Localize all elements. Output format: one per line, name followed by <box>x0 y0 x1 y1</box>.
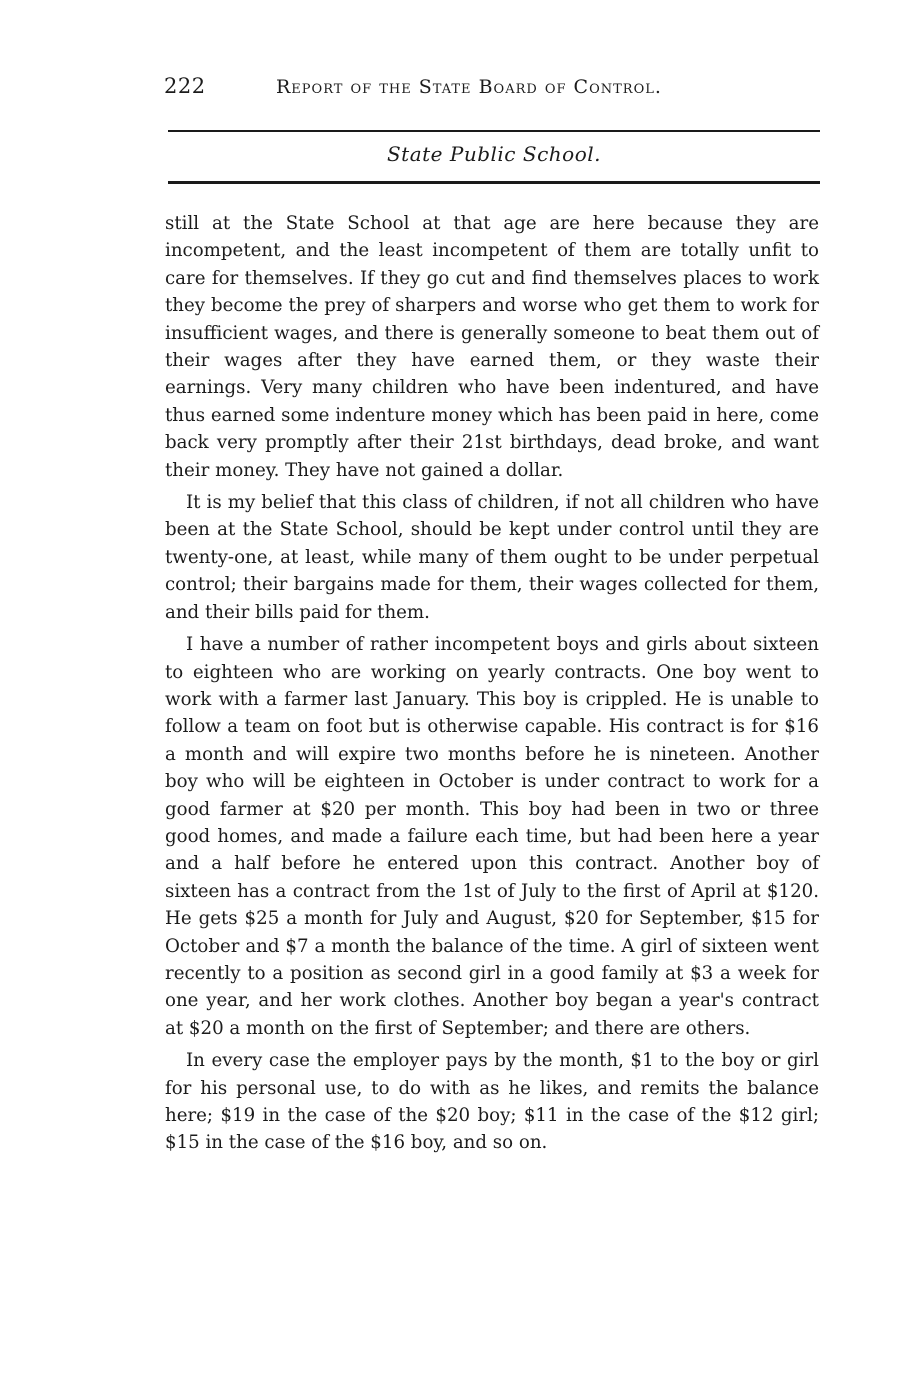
paragraph-employer-payments: In every case the employer pays by the month, $1 to the boy or girl for his personal use, to do with as he likes, and remits the balance here; $19 in the case of the $20 boy; $11 in the case of the $12 girl; $15 in the case of the $16 boy, and so on. <box>165 1050 819 1154</box>
paragraph-belief: It is my belief that this class of children, if not all children who have been at the State School, should be kept under control until they are twenty-one, at least, while many of them ought to be under perpetual control; their bargains made for them, their wages collected for them, and their bills paid for them. <box>165 492 819 623</box>
header-rule-bottom <box>168 181 820 184</box>
body-text <box>165 210 819 1162</box>
section-title: State Public School. <box>386 142 601 166</box>
paragraph-continued: still at the State School at that age are here because they are incompetent, and the least incompetent of them are totally unfit to care for themselves. If they go cut and find themselves places to work they become the prey of sharpers and worse who get them to work for insufficient wages, and there is generally someone to beat them out of their wages after they have earned them, or they waste their earnings. Very many children who have been indentured, and have thus earned some indenture money which has been paid in here, come back very promptly after their 21st birthdays, dead broke, and want their money. They have not gained a dollar. <box>165 213 819 481</box>
paragraph-contracts: I have a number of rather incompetent boys and girls about sixteen to eighteen who are working on yearly contracts. One boy went to work with a farmer last January. This boy is crippled. He is unable to follow a team on foot but is otherwise capable. His contract is for $16 a month and will expire two months before he is nineteen. Another boy who will be eighteen in October is under contract to work for a good farmer at $20 per month. This boy had been in two or three good homes, and made a failure each time, but had been here a year and a half before he entered upon this contract. Another boy of sixteen has a contract from the 1st of July to the first of April at $120. He gets $25 a month for July and August, $20 for September, $15 for October and $7 a month the balance of the time. A girl of sixteen went recently to a position as second girl in a good family at $3 a week for one year, and her work clothes. Another boy began a year's contract at $20 a month on the first of September; and there are others. <box>165 634 819 1039</box>
header-rule-top <box>168 130 820 132</box>
page-number: 222 <box>164 74 206 98</box>
running-title: Report of the State Board of Control. <box>276 76 662 98</box>
